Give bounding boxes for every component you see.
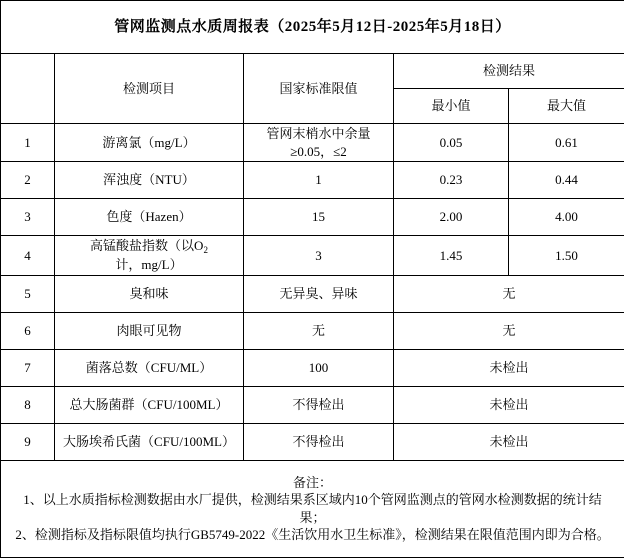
limit-cell: 3 (244, 236, 394, 276)
row-number-cell: 3 (1, 199, 55, 236)
limit-cell: 15 (244, 199, 394, 236)
header-limit-cell: 国家标准限值 (244, 54, 394, 124)
item-cell: 浑浊度（NTU） (55, 162, 244, 199)
min-value-cell: 0.05 (394, 124, 509, 162)
limit-cell: 不得检出 (244, 423, 394, 460)
table-row (1, 162, 624, 199)
result-cell: 未检出 (394, 386, 624, 423)
min-value-cell: 0.23 (394, 162, 509, 199)
max-value-cell: 4.00 (509, 199, 624, 236)
note-line-1: 1、以上水质指标检测数据由水厂提供，检测结果系区域内10个管网监测点的管网水检测数据的统计结 (3, 491, 622, 509)
limit-cell: 无 (244, 312, 394, 349)
notes-row (1, 460, 624, 557)
row-number-cell: 7 (1, 349, 55, 386)
table-row (1, 236, 624, 276)
result-cell: 无 (394, 312, 624, 349)
table-row (1, 312, 624, 349)
header-min-cell: 最小值 (394, 89, 509, 124)
item-cell: 色度（Hazen） (55, 199, 244, 236)
item-cell: 游离氯（mg/L） (55, 124, 244, 162)
header-max-cell: 最大值 (509, 89, 624, 124)
result-cell: 无 (394, 275, 624, 312)
min-value-cell: 2.00 (394, 199, 509, 236)
item-cell: 总大肠菌群（CFU/100ML） (55, 386, 244, 423)
result-cell: 未检出 (394, 423, 624, 460)
page-title: 管网监测点水质周报表（2025年5月12日-2025年5月18日） (1, 1, 624, 54)
item-cell: 大肠埃希氏菌（CFU/100ML） (55, 423, 244, 460)
table-row (1, 423, 624, 460)
row-number-cell: 4 (1, 236, 55, 276)
table-row (1, 124, 624, 162)
header-row-top (1, 54, 624, 89)
row-number-cell: 2 (1, 162, 55, 199)
result-cell: 未检出 (394, 349, 624, 386)
min-value-cell: 1.45 (394, 236, 509, 276)
row-number-cell: 6 (1, 312, 55, 349)
limit-cell: 管网末梢水中余量≥0.05，≤2 (244, 124, 394, 162)
table-row (1, 199, 624, 236)
table-row (1, 275, 624, 312)
notes-label: 备注： (3, 474, 622, 492)
item-text: 高锰酸盐指数（以O (90, 238, 203, 253)
item-cell (55, 236, 244, 276)
note-line-1-wrap: 果； (3, 509, 622, 527)
note-line-2: 2、检测指标及指标限值均执行GB5749-2022《生活饮用水卫生标准》，检测结果在限值范围内即为合格。 (3, 526, 622, 544)
table-row (1, 386, 624, 423)
limit-cell: 100 (244, 349, 394, 386)
limit-cell: 不得检出 (244, 386, 394, 423)
item-cell: 肉眼可见物 (55, 312, 244, 349)
notes-section (1, 460, 624, 557)
row-number-cell: 1 (1, 124, 55, 162)
header-result-cell: 检测结果 (394, 54, 624, 89)
max-value-cell: 1.50 (509, 236, 624, 276)
row-number-cell: 9 (1, 423, 55, 460)
row-number-cell: 8 (1, 386, 55, 423)
item-text: 计，mg/L） (115, 257, 182, 272)
title-row (1, 1, 624, 54)
max-value-cell: 0.44 (509, 162, 624, 199)
table-row (1, 349, 624, 386)
header-index-cell (1, 54, 55, 124)
limit-cell: 1 (244, 162, 394, 199)
max-value-cell: 0.61 (509, 124, 624, 162)
limit-cell: 无异臭、异味 (244, 275, 394, 312)
item-cell: 臭和味 (55, 275, 244, 312)
subscript-2: 2 (203, 245, 208, 255)
item-cell: 菌落总数（CFU/ML） (55, 349, 244, 386)
row-number-cell: 5 (1, 275, 55, 312)
header-item-cell: 检测项目 (55, 54, 244, 124)
